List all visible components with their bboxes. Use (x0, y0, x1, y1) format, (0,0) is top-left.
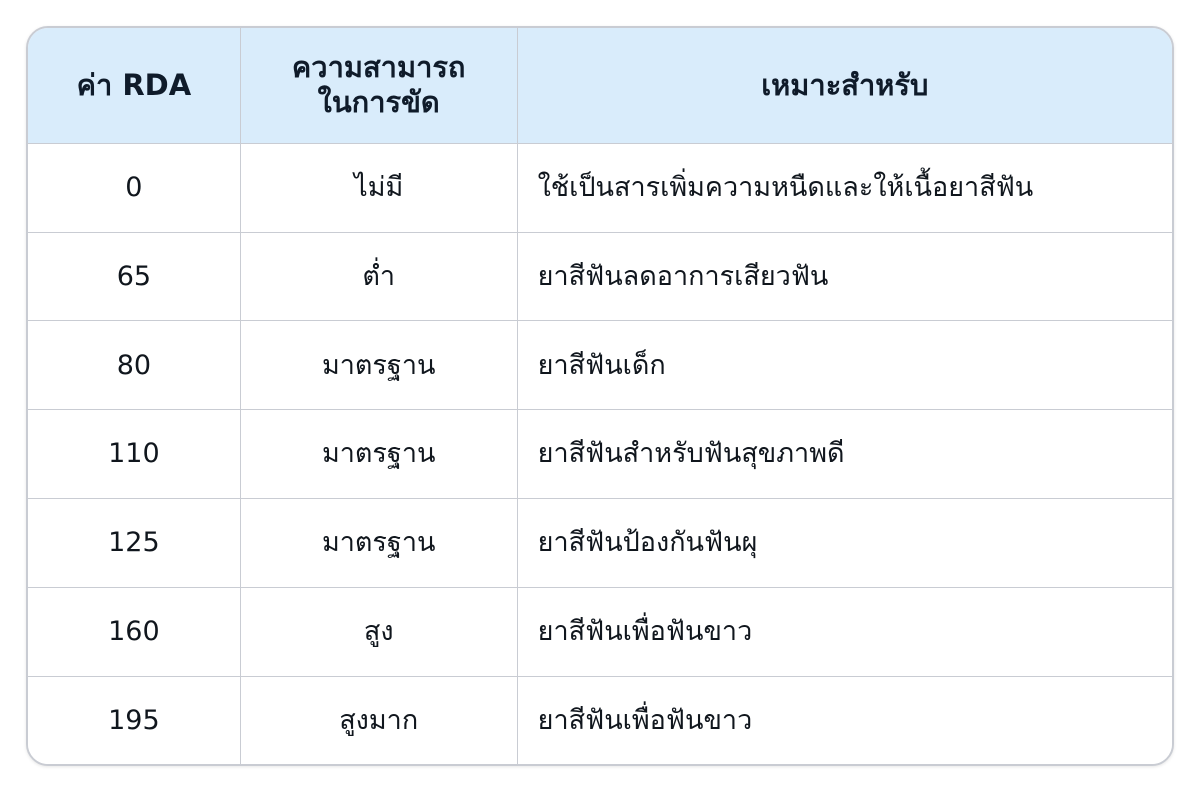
cell-abrasion: มาตรฐาน (241, 410, 518, 499)
table-row (28, 233, 1172, 322)
cell-suitable: ยาสีฟันเพื่อฟันขาว (518, 677, 1172, 764)
cell-suitable: ยาสีฟันป้องกันฟันผุ (518, 499, 1172, 588)
cell-rda: 0 (28, 144, 241, 233)
table-header (28, 28, 1172, 144)
cell-suitable: ยาสีฟันสำหรับฟันสุขภาพดี (518, 410, 1172, 499)
column-header-abrasion (241, 28, 518, 144)
cell-suitable: ยาสีฟันเด็ก (518, 321, 1172, 410)
cell-abrasion: มาตรฐาน (241, 321, 518, 410)
column-header-suitable: เหมาะสำหรับ (518, 28, 1172, 144)
table-row (28, 410, 1172, 499)
cell-suitable: ใช้เป็นสารเพิ่มความหนืดและให้เนื้อยาสีฟัน (518, 144, 1172, 233)
cell-suitable: ยาสีฟันเพื่อฟันขาว (518, 588, 1172, 677)
table-row (28, 144, 1172, 233)
cell-abrasion: มาตรฐาน (241, 499, 518, 588)
cell-rda: 65 (28, 233, 241, 322)
cell-abrasion: ต่ำ (241, 233, 518, 322)
rda-table (26, 26, 1174, 766)
cell-suitable: ยาสีฟันลดอาการเสียวฟัน (518, 233, 1172, 322)
table-body (28, 144, 1172, 764)
table-row (28, 321, 1172, 410)
cell-abrasion: สูงมาก (241, 677, 518, 764)
cell-abrasion: สูง (241, 588, 518, 677)
cell-abrasion: ไม่มี (241, 144, 518, 233)
table-header-row (28, 28, 1172, 144)
column-header-abrasion-line2: ในการขัด (317, 85, 440, 120)
table-row (28, 677, 1172, 764)
table-row (28, 588, 1172, 677)
cell-rda: 195 (28, 677, 241, 764)
cell-rda: 160 (28, 588, 241, 677)
table-row (28, 499, 1172, 588)
cell-rda: 80 (28, 321, 241, 410)
column-header-rda: ค่า RDA (28, 28, 241, 144)
column-header-abrasion-line1: ความสามารถ (291, 50, 466, 84)
cell-rda: 110 (28, 410, 241, 499)
cell-rda: 125 (28, 499, 241, 588)
